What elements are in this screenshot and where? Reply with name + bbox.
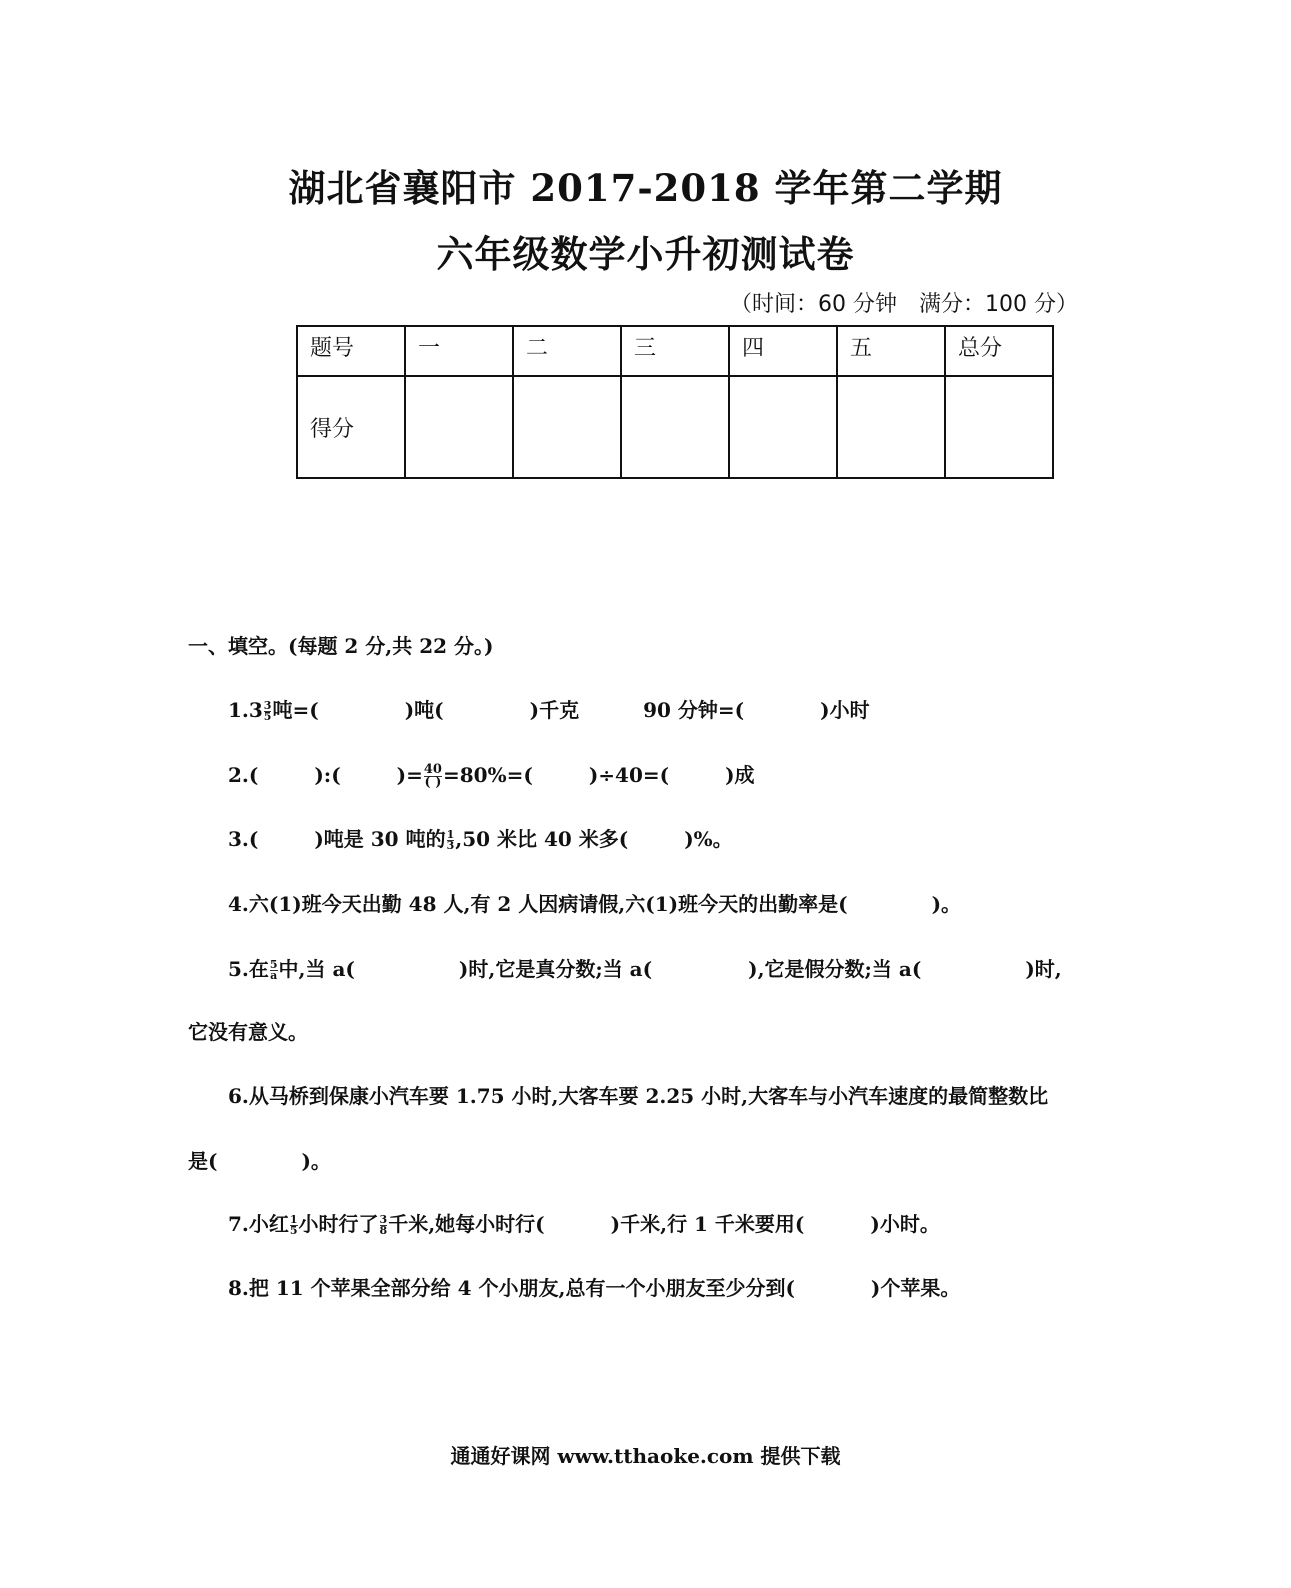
q5-text-d: ),它是假分数;当 a(: [748, 957, 922, 981]
q1-frac-numerator: 3: [263, 699, 272, 712]
q5-text-e: )时,: [1025, 957, 1062, 981]
q2-text-a: 2.(: [228, 763, 259, 787]
q2-text-c: )=: [396, 763, 423, 787]
header-cell: 题号: [297, 326, 405, 376]
q3-text-b: )吨是 30 吨的: [314, 827, 446, 851]
q5-fraction: [270, 960, 278, 981]
question-3: [228, 823, 733, 852]
q7-frac1-numerator: 1: [289, 1213, 298, 1226]
q5-text-a: 5.在: [228, 957, 269, 981]
q1-text-f: )小时: [820, 698, 870, 722]
question-8: [228, 1272, 960, 1301]
q2-text-b: ):(: [314, 763, 341, 787]
q8-text-a: 8.把 11 个苹果全部分给 4 个小朋友,总有一个小朋友至少分到(: [228, 1276, 795, 1300]
question-6-continued: [188, 1145, 331, 1174]
question-5-continued: 它没有意义。: [188, 1020, 308, 1044]
q3-frac-numerator: 1: [446, 828, 455, 841]
q4-text-a: 4.六(1)班今天出勤 48 人,有 2 人因病请假,六(1)班今天的出勤率是(: [228, 892, 848, 916]
score-table-score-row: [297, 376, 1053, 478]
q7-text-a: 7.小红: [228, 1212, 289, 1236]
q3-fraction: [447, 830, 455, 851]
q1-text-e: 90 分钟=(: [643, 698, 745, 722]
q7-frac1-denominator: 5: [289, 1224, 298, 1237]
q2-frac-denominator: ( ): [424, 775, 442, 790]
row-label: 得分: [297, 376, 405, 478]
q7-text-c: 千米,她每小时行(: [388, 1212, 545, 1236]
q7-fraction-2: [380, 1215, 388, 1236]
footer-credit: 通通好课网 www.tthaoke.com 提供下载: [450, 1444, 841, 1468]
q1-text-d: )千克: [529, 698, 580, 722]
question-5: [228, 953, 1062, 982]
q4-text-b: )。: [931, 892, 962, 916]
q6-text-b: 是(: [188, 1149, 218, 1173]
score-table: [296, 325, 1054, 479]
q2-fraction: [424, 764, 442, 789]
score-cell[interactable]: [945, 376, 1053, 478]
score-cell[interactable]: [729, 376, 837, 478]
q5-text-c: )时,它是真分数;当 a(: [458, 957, 653, 981]
q3-text-a: 3.(: [228, 827, 259, 851]
q1-text-a: 1.3: [228, 698, 263, 722]
exam-info: （时间：60 分钟 满分：100 分）: [730, 292, 1078, 317]
score-cell[interactable]: [513, 376, 621, 478]
header-cell: 总分: [945, 326, 1053, 376]
q5-text-b: 中,当 a(: [278, 957, 355, 981]
q3-text-d: )%。: [684, 827, 733, 851]
header-cell: 二: [513, 326, 621, 376]
q3-frac-denominator: 3: [446, 839, 455, 852]
title-line-1: 湖北省襄阳市 2017-2018 学年第二学期: [288, 166, 1003, 210]
q8-text-b: )个苹果。: [870, 1276, 961, 1300]
q1-text-c: )吨(: [404, 698, 444, 722]
question-1: [228, 694, 870, 723]
q7-text-b: 小时行了: [298, 1212, 379, 1236]
section-heading: 一、填空。(每题 2 分,共 22 分。): [188, 634, 494, 658]
header-cell: 五: [837, 326, 945, 376]
q2-text-e: )÷40=(: [588, 763, 670, 787]
q2-text-f: )成: [725, 763, 755, 787]
q5-frac-numerator: 5: [269, 958, 278, 971]
question-4: [228, 888, 961, 917]
q2-frac-numerator: 40: [423, 762, 442, 777]
header-cell: 一: [405, 326, 513, 376]
header-cell: 四: [729, 326, 837, 376]
q7-text-d: )千米,行 1 千米要用(: [610, 1212, 805, 1236]
question-6: 6.从马桥到保康小汽车要 1.75 小时,大客车要 2.25 小时,大客车与小汽车速度的最简整数比: [228, 1084, 1049, 1108]
q7-frac2-numerator: 3: [379, 1213, 388, 1226]
question-7: [228, 1208, 940, 1237]
q7-text-e: )小时。: [870, 1212, 940, 1236]
q7-fraction-1: [290, 1215, 298, 1236]
q2-text-d: =80%=(: [442, 763, 533, 787]
question-2: [228, 759, 755, 789]
score-table-header-row: [297, 326, 1053, 376]
header-cell: 三: [621, 326, 729, 376]
q1-frac-denominator: 5: [263, 710, 272, 723]
q1-fraction: [264, 701, 272, 722]
score-cell[interactable]: [837, 376, 945, 478]
title-line-2: 六年级数学小升初测试卷: [436, 232, 855, 276]
q3-text-c: ,50 米比 40 米多(: [455, 827, 629, 851]
score-cell[interactable]: [621, 376, 729, 478]
score-cell[interactable]: [405, 376, 513, 478]
q6-text-c: )。: [301, 1149, 331, 1173]
q5-frac-denominator: a: [270, 969, 278, 982]
q1-text-b: 吨=(: [272, 698, 319, 722]
q7-frac2-denominator: 8: [379, 1224, 388, 1237]
